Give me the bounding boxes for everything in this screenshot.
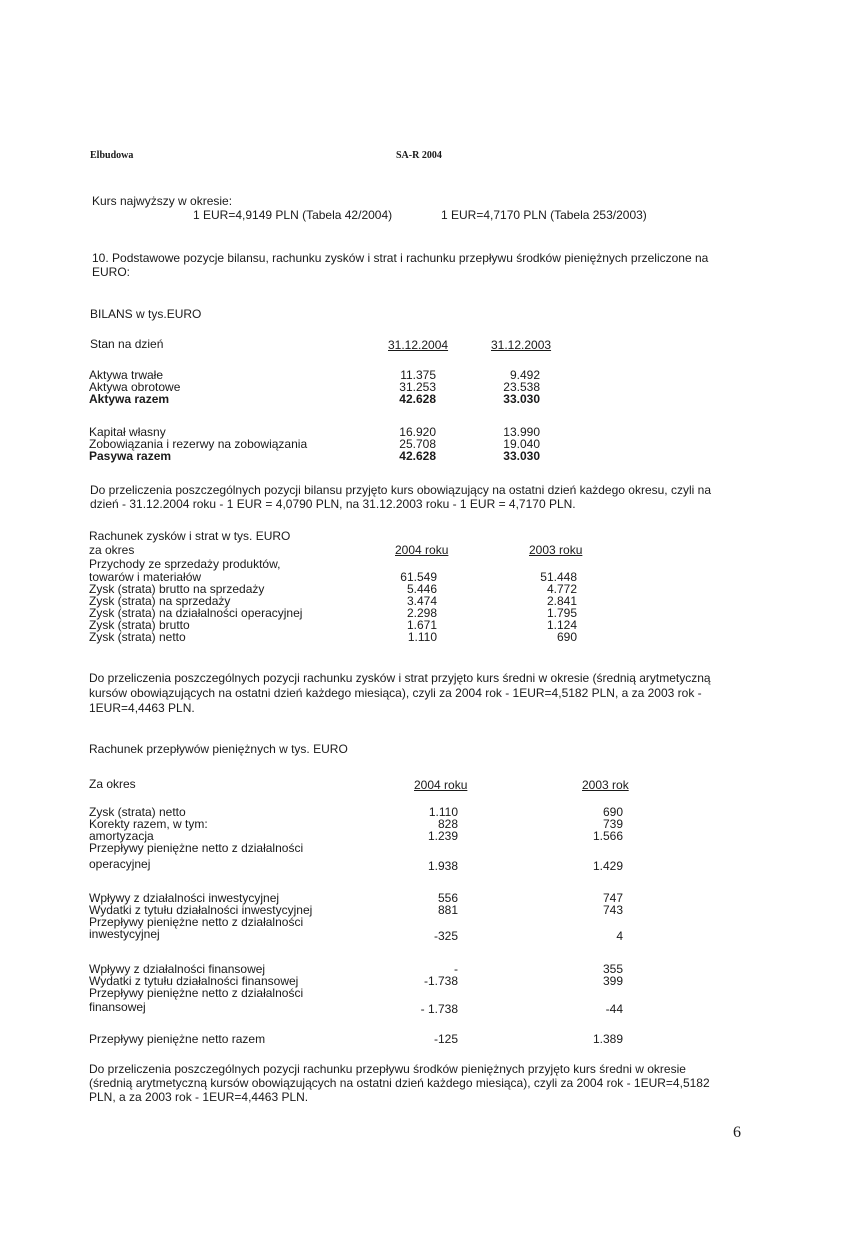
section10-line1: 10. Podstawowe pozycje bilansu, rachunku zysków i strat i rachunku przepływu środków pieniężnych przeliczone na xyxy=(92,251,709,265)
row-label: towarów i materiałów xyxy=(89,570,202,584)
bilans-note-line1: Do przeliczenia poszczególnych pozycji bilansu przyjęto kurs obowiązujący na ostatni dzień każdego okresu, czyli na xyxy=(90,483,711,497)
rzis-note-line2: kursów obowiązujących na ostatni dzień każdego miesiąca), czyli za 2004 rok - 1EUR=4,5182 PLN, a za 2003 rok - xyxy=(89,686,702,700)
row-value-2003: 33.030 xyxy=(503,392,540,406)
row-label: Korekty razem, w tym: xyxy=(89,817,208,831)
rzis-col1-header: 2004 roku xyxy=(395,543,449,557)
page-number: 6 xyxy=(733,1124,741,1141)
row-value-2003: 399 xyxy=(602,974,623,988)
row-value-2003: 51.448 xyxy=(540,570,577,584)
rzis-za-okres: za okres xyxy=(89,543,135,557)
row-label: inwestycyjnej xyxy=(89,927,160,941)
row-value-2003: 739 xyxy=(602,817,623,831)
cashflow-title: Rachunek przepływów pieniężnych w tys. EURO xyxy=(89,742,348,756)
row-value-2004: 1.239 xyxy=(427,829,458,843)
row-value-2004: - 1.738 xyxy=(420,1002,458,1016)
bilans-col2-header: 31.12.2003 xyxy=(491,338,552,352)
row-label: operacyjnej xyxy=(89,857,151,871)
row-value-2003: 9.492 xyxy=(509,368,540,382)
cashflow-note-line3: PLN, a za 2003 rok - 1EUR=4,4463 PLN. xyxy=(89,1090,309,1104)
row-value-2003: 1.124 xyxy=(546,618,577,632)
row-value-2003: 1.389 xyxy=(592,1032,623,1046)
row-value-2004: 61.549 xyxy=(400,570,437,584)
row-value-2003: 355 xyxy=(602,962,623,976)
bilans-title: BILANS w tys.EURO xyxy=(90,307,202,321)
cashflow-za-okres: Za okres xyxy=(89,777,136,791)
row-label: Wpływy z działalności finansowej xyxy=(89,962,266,976)
row-label: Zobowiązania i rezerwy na zobowiązania xyxy=(89,437,308,451)
row-value-2003: 690 xyxy=(602,805,623,819)
row-value-2004: 16.920 xyxy=(399,425,436,439)
row-value-2004: 1.110 xyxy=(407,630,437,644)
row-label: Wpływy z działalności inwestycyjnej xyxy=(89,891,280,905)
row-label: Zysk (strata) netto xyxy=(89,805,186,819)
row-label: Wydatki z tytułu działalności inwestycyjnej xyxy=(89,903,313,917)
row-label: Przepływy pieniężne netto z działalności xyxy=(89,986,304,1000)
row-value-2003: 33.030 xyxy=(503,449,540,463)
row-value-2003: -44 xyxy=(605,1002,623,1016)
row-value-2003: 4.772 xyxy=(546,582,577,596)
row-value-2003: 4 xyxy=(616,929,623,943)
row-value-2004: 1.938 xyxy=(427,859,458,873)
row-label: Zysk (strata) na sprzedaży xyxy=(89,594,231,608)
row-value-2003: 1.429 xyxy=(592,859,623,873)
section10-line2: EURO: xyxy=(92,265,131,279)
cashflow-col1-header: 2004 roku xyxy=(414,778,468,792)
row-value-2004: -125 xyxy=(433,1032,458,1046)
row-value-2004: 42.628 xyxy=(399,449,436,463)
row-value-2004: 31.253 xyxy=(399,380,436,394)
row-value-2004: 1.110 xyxy=(428,805,458,819)
row-value-2004: -325 xyxy=(433,929,458,943)
row-label: Zysk (strata) brutto na sprzedaży xyxy=(89,582,265,596)
row-label: amortyzacja xyxy=(89,829,154,843)
bilans-stan-label: Stan na dzień xyxy=(90,337,164,351)
row-value-2004: 3.474 xyxy=(406,594,437,608)
row-value-2004: 2.298 xyxy=(406,606,437,620)
row-value-2003: 2.841 xyxy=(546,594,577,608)
row-label: Aktywa razem xyxy=(89,392,170,406)
row-value-2004: 828 xyxy=(437,817,458,831)
row-value-2004: 881 xyxy=(437,903,458,917)
row-label: Przepływy pieniężne netto z działalności xyxy=(89,915,304,929)
kurs-2003: 1 EUR=4,7170 PLN (Tabela 253/2003) xyxy=(441,208,647,222)
row-label: Przepływy pieniężne netto z działalności xyxy=(89,841,304,855)
row-value-2004: - xyxy=(454,962,458,976)
row-value-2004: 5.446 xyxy=(406,582,437,596)
row-label: Zysk (strata) brutto xyxy=(89,618,190,632)
company-name: Elbudowa xyxy=(90,150,134,161)
bilans-col1-header: 31.12.2004 xyxy=(388,338,449,352)
row-value-2003: 1.566 xyxy=(592,829,623,843)
bilans-note-line2: dzień - 31.12.2004 roku - 1 EUR = 4,0790 PLN, na 31.12.2003 roku - 1 EUR = 4,7170 PLN. xyxy=(90,497,576,511)
row-value-2004: 556 xyxy=(437,891,458,905)
rzis-note-line1: Do przeliczenia poszczególnych pozycji rachunku zysków i strat przyjęto kurs średni w okresie (średnią arytmetyczną xyxy=(89,671,711,685)
row-label: Kapitał własny xyxy=(89,425,166,439)
row-label: Zysk (strata) na działalności operacyjnej xyxy=(89,606,303,620)
row-label: Przepływy pieniężne netto razem xyxy=(89,1032,266,1046)
row-label: finansowej xyxy=(89,1000,146,1014)
row-value-2003: 23.538 xyxy=(503,380,540,394)
row-value-2003: 690 xyxy=(556,630,577,644)
row-value-2004: 11.375 xyxy=(400,368,436,382)
row-value-2003: 1.795 xyxy=(546,606,577,620)
row-label: Aktywa obrotowe xyxy=(89,380,181,394)
row-value-2004: 25.708 xyxy=(399,437,436,451)
kurs-2004: 1 EUR=4,9149 PLN (Tabela 42/2004) xyxy=(193,208,393,222)
rzis-title: Rachunek zysków i strat w tys. EURO xyxy=(89,529,291,543)
row-value-2003: 743 xyxy=(602,903,623,917)
row-value-2003: 13.990 xyxy=(503,425,540,439)
row-value-2003: 19.040 xyxy=(503,437,540,451)
rzis-col2-header: 2003 roku xyxy=(529,543,583,557)
report-code: SA-R 2004 xyxy=(396,150,442,161)
kurs-label: Kurs najwyższy w okresie: xyxy=(92,194,233,208)
row-label: Zysk (strata) netto xyxy=(89,630,186,644)
cashflow-col2-header: 2003 rok xyxy=(582,778,629,792)
row-value-2004: 42.628 xyxy=(399,392,436,406)
rzis-note-line3: 1EUR=4,4463 PLN. xyxy=(89,701,195,715)
row-label: Pasywa razem xyxy=(89,449,172,463)
cashflow-note-line1: Do przeliczenia poszczególnych pozycji rachunku przepływu środków pieniężnych przyjęto kurs średni w okresie xyxy=(89,1062,686,1076)
cashflow-note-line2: (średnią arytmetyczną kursów obowiązujących na ostatni dzień każdego miesiąca), czyli za 2004 rok - 1EUR=4,5182 xyxy=(89,1076,710,1090)
row-value-2004: -1.738 xyxy=(423,974,458,988)
rzis-przychody-line1: Przychody ze sprzedaży produktów, xyxy=(89,557,281,571)
row-label: Wydatki z tytułu działalności finansowej xyxy=(89,974,299,988)
row-label: Aktywa trwałe xyxy=(89,368,164,382)
row-value-2004: 1.671 xyxy=(406,618,437,632)
row-value-2003: 747 xyxy=(602,891,623,905)
